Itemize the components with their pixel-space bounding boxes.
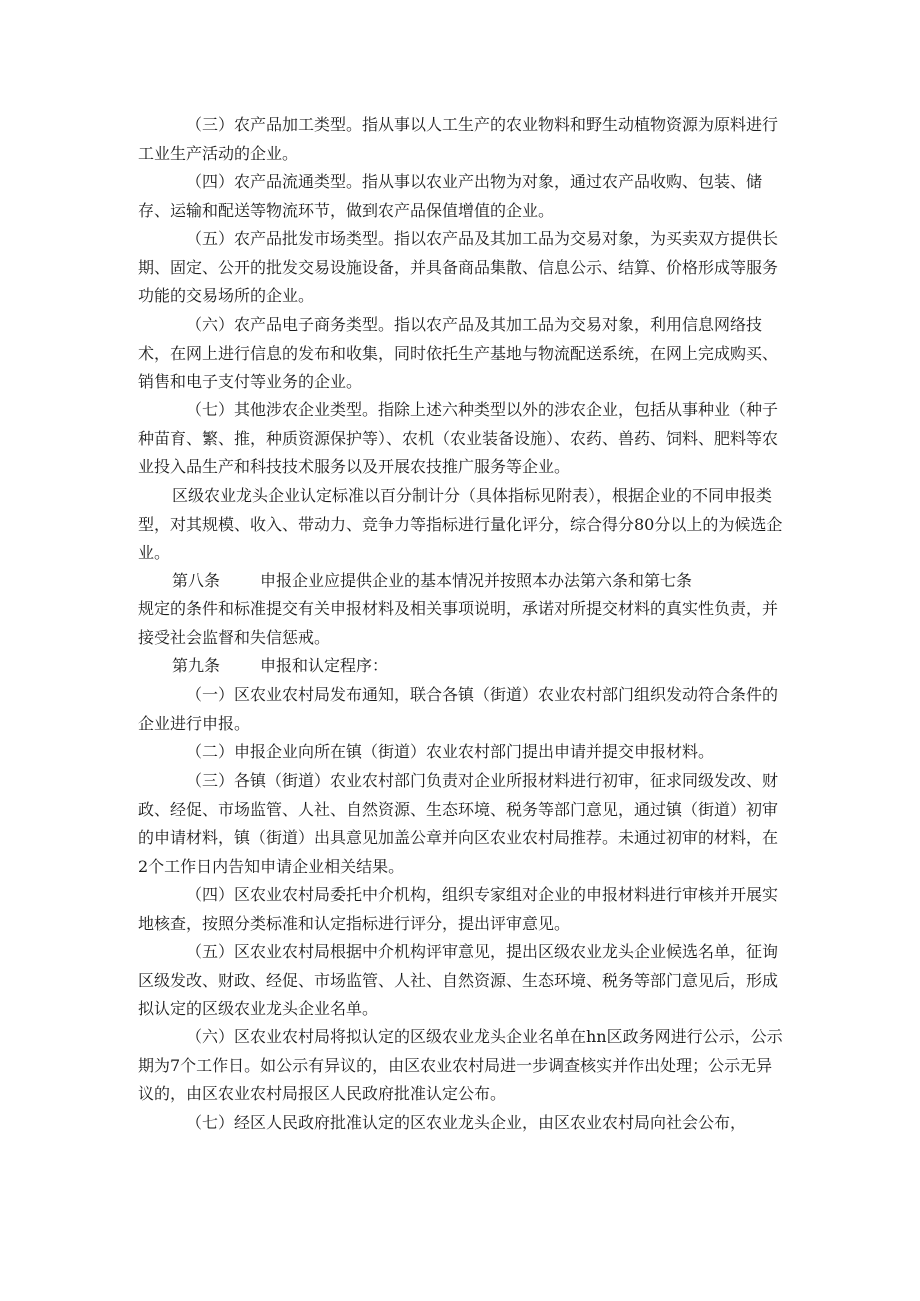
procedure-step-1: （一）区农业农村局发布通知，联合各镇（街道）农业农村部门组织发动符合条件的企业进行申报。 bbox=[138, 685, 779, 733]
procedure-step-5: （五）区农业农村局根据中介机构评审意见，提出区级农业龙头企业候选名单，征询区级发改、财政、经促、市场监管、人社、自然资源、生态环境、税务等部门意见后，形成拟认定的区级农业龙头企业名单。 bbox=[138, 942, 779, 1018]
article-8-first-line: 申报企业应提供企业的基本情况并按照本办法第六条和第七条 bbox=[260, 571, 693, 590]
paragraph-ecommerce-type: （六）农产品电子商务类型。指以农产品及其加工品为交易对象，利用信息网络技术，在网上进行信息的发布和收集，同时依托生产基地与物流配送系统，在网上完成购买、销售和电子支付等业务的企业。 bbox=[138, 315, 779, 391]
article-8-body: 规定的条件和标准提交有关申报材料及相关事项说明，承诺对所提交材料的真实性负责，并接受社会监督和失信惩戒。 bbox=[138, 599, 779, 647]
article-9-number: 第九条 bbox=[172, 656, 221, 675]
procedure-step-7: （七）经区人民政府批准认定的区农业龙头企业，由区农业农村局向社会公布， bbox=[186, 1113, 747, 1132]
procedure-step-6: （六）区农业农村局将拟认定的区级农业龙头企业名单在hn区政务网进行公示，公示期为7个工作日。如公示有异议的，由区农业农村局进一步调查核实并作出处理；公示无异议的，由区农业农村局报区人民政府批准认定公布。 bbox=[138, 1027, 783, 1103]
article-9-heading bbox=[138, 652, 788, 681]
procedure-step-2: （二）申报企业向所在镇（街道）农业农村部门提出申请并提交申报材料。 bbox=[186, 742, 715, 761]
paragraph-processing-type: （三）农产品加工类型。指从事以人工生产的农业物料和野生动植物资源为原料进行工业生产活动的企业。 bbox=[138, 115, 779, 163]
article-8-heading bbox=[138, 567, 788, 596]
paragraph-circulation-type: （四）农产品流通类型。指从事以农业产出物为对象，通过农产品收购、包装、储存、运输和配送等物流环节，做到农产品保值增值的企业。 bbox=[138, 172, 763, 220]
procedure-step-3: （三）各镇（街道）农业农村部门负责对企业所报材料进行初审，征求同级发改、财政、经促、市场监管、人社、自然资源、生态环境、税务等部门意见，通过镇（街道）初审的申请材料，镇（街道）出具意见加盖公章并向区农业农村局推荐。未通过初审的材料，在2个工作日内告知申请企业相关结果。 bbox=[138, 771, 779, 876]
paragraph-scoring-standard: 区级农业龙头企业认定标准以百分制计分（具体指标见附表），根据企业的不同申报类型，对其规模、收入、带动力、竞争力等指标进行量化评分，综合得分80分以上的为候选企业。 bbox=[138, 486, 783, 562]
article-9-title: 申报和认定程序： bbox=[260, 656, 389, 675]
paragraph-other-agri-type: （七）其他涉农企业类型。指除上述六种类型以外的涉农企业，包括从事种业（种子种苗育、繁、推，种质资源保护等）、农机（农业装备设施）、农药、兽药、饲料、肥料等农业投入品生产和科技技术服务以及开展农技推广服务等企业。 bbox=[138, 400, 779, 476]
paragraph-wholesale-market-type: （五）农产品批发市场类型。指以农产品及其加工品为交易对象，为买卖双方提供长期、固定、公开的批发交易设施设备，并具备商品集散、信息公示、结算、价格形成等服务功能的交易场所的企业。 bbox=[138, 229, 779, 305]
article-8-number: 第八条 bbox=[172, 571, 221, 590]
procedure-step-4: （四）区农业农村局委托中介机构，组织专家组对企业的申报材料进行审核并开展实地核查，按照分类标准和认定指标进行评分，提出评审意见。 bbox=[138, 885, 779, 933]
